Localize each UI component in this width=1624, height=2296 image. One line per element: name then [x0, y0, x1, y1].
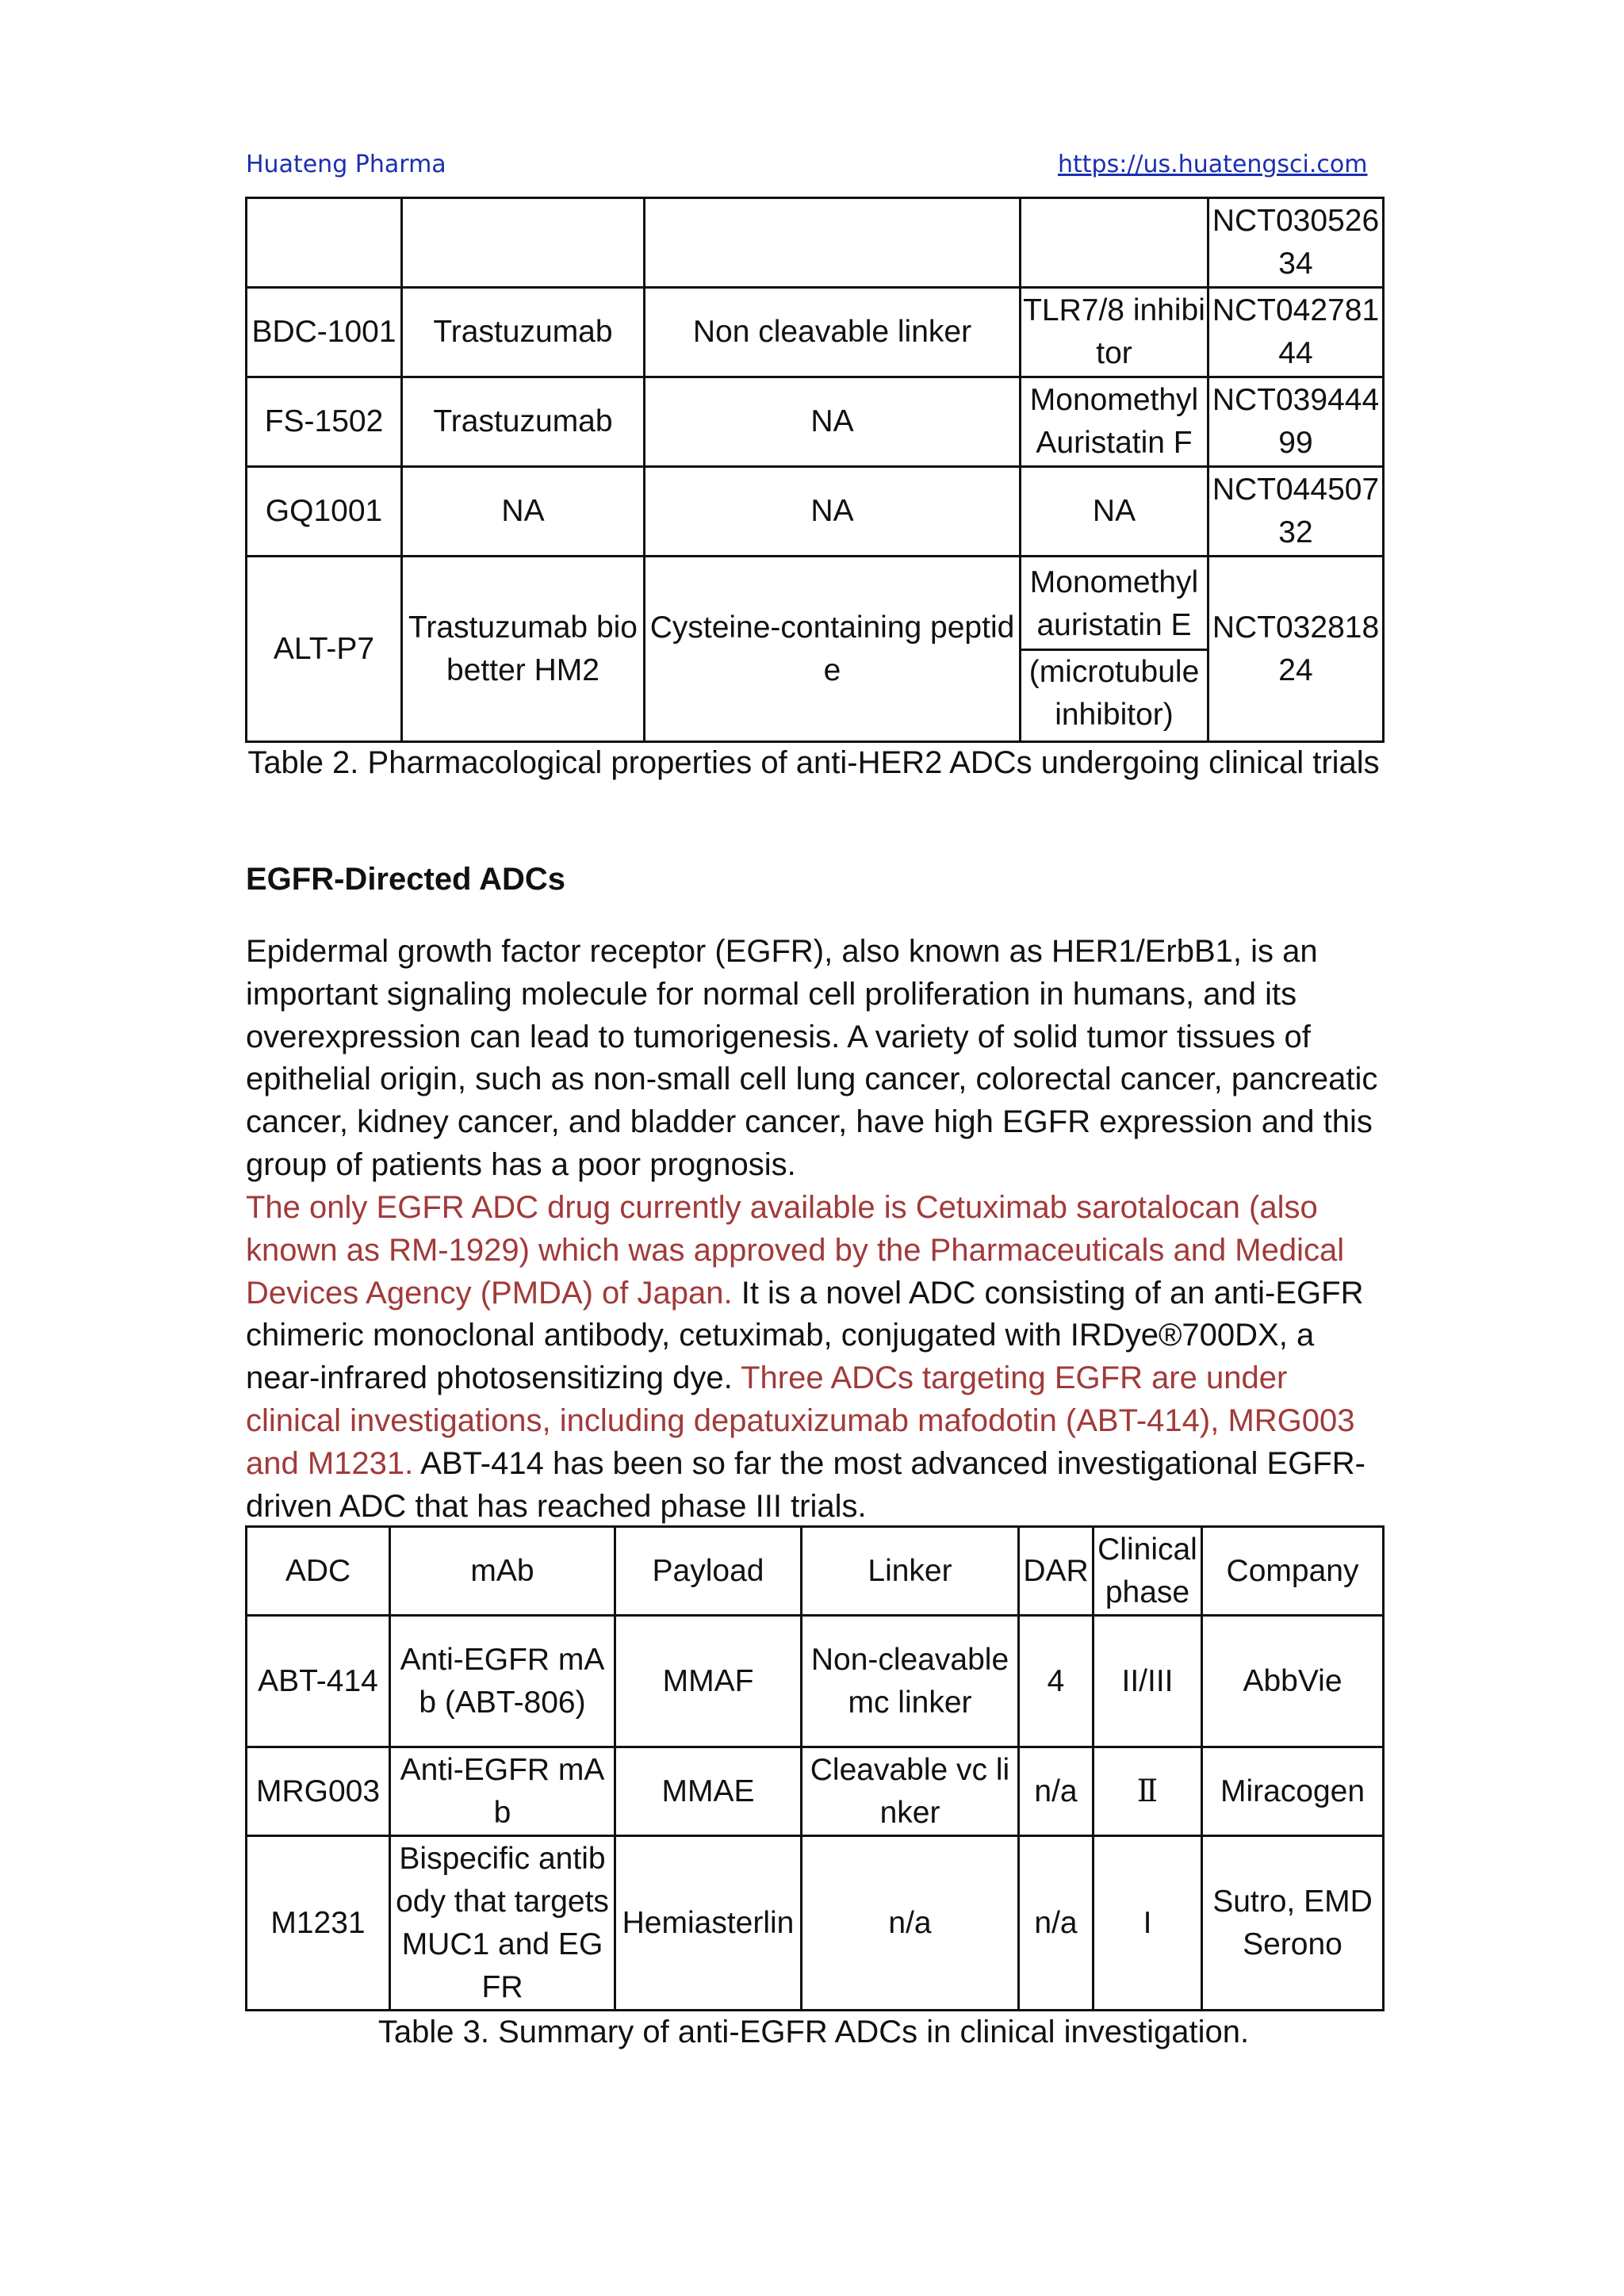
table-cell: FS-1502	[247, 377, 402, 467]
body-text: ABT-414 has been so far the most advanced investigational EGFR-driven ADC that has reached phase III trials.	[246, 1445, 1365, 1524]
table-cell: BDC-1001	[247, 288, 402, 377]
table-cell	[247, 198, 402, 288]
table-cell: n/a	[1019, 1836, 1094, 2011]
table-cell: MRG003	[247, 1747, 390, 1836]
table-row	[247, 1616, 1384, 1747]
table-cell: NCT03944499	[1208, 377, 1384, 467]
column-header: Payload	[615, 1527, 802, 1616]
table-cell	[1021, 198, 1208, 288]
table-cell: NA	[645, 377, 1021, 467]
table-cell: Sutro, EMD Serono	[1202, 1836, 1384, 2011]
table-row	[247, 1747, 1384, 1836]
table-cell: ALT-P7	[247, 557, 402, 742]
column-header: ADC	[247, 1527, 390, 1616]
table-row	[247, 557, 1384, 742]
section-heading: EGFR-Directed ADCs	[246, 862, 566, 897]
table-cell: TLR7/8 inhibitor	[1021, 288, 1208, 377]
table-cell: Non-cleavable mc linker	[802, 1616, 1019, 1747]
paragraph-egfr-intro: Epidermal growth factor receptor (EGFR), also known as HER1/ErbB1, is an important signaling molecule for normal cell proliferation in humans, and its overexpression can lead to tumorigenesis. A variety of solid tumor tissues of epithelial origin, such as non-small cell lung cancer, colorectal cancer, pancreatic cancer, kidney cancer, and bladder cancer, have high EGFR expression and this group of patients has a poor prognosis.	[246, 934, 1378, 1182]
table-cell: Hemiasterlin	[615, 1836, 802, 2011]
column-header: Company	[1202, 1527, 1384, 1616]
column-header: mAb	[390, 1527, 615, 1616]
column-header: Clinical phase	[1094, 1527, 1202, 1616]
table-cell: AbbVie	[1202, 1616, 1384, 1747]
table-3	[245, 1525, 1385, 2011]
body-text: It is a novel ADC consisting of an anti-EGFR chimeric monoclonal antibody, cetuximab, conjugated with IRDye®700DX, a near-infrared photosensitizing dye.	[246, 1275, 1364, 1396]
table-cell: Monomethyl Auristatin F	[1021, 377, 1208, 467]
table-3-caption: Table 3. Summary of anti-EGFR ADCs in clinical investigation.	[377, 2015, 1250, 2049]
table-cell: NCT03052634	[1208, 198, 1384, 288]
table-cell: Non cleavable linker	[645, 288, 1021, 377]
header-url-link[interactable]: https://us.huatengsci.com	[1058, 151, 1368, 178]
column-header: DAR	[1019, 1527, 1094, 1616]
table-cell: NA	[645, 467, 1021, 557]
table-cell: n/a	[802, 1836, 1019, 2011]
table-cell: 4	[1019, 1616, 1094, 1747]
table-row	[247, 377, 1384, 467]
table-cell: MMAF	[615, 1616, 802, 1747]
table-cell: Cleavable vc linker	[802, 1747, 1019, 1836]
table-cell: Bispecific antibody that targets MUC1 and EGFR	[390, 1836, 615, 2011]
table-row	[247, 198, 1384, 288]
table-cell: NA	[402, 467, 645, 557]
table-cell: NA	[1021, 467, 1208, 557]
table-cell: n/a	[1019, 1747, 1094, 1836]
highlight-text: Three ADCs targeting EGFR are under clinical investigations, including depatuxizumab mafodotin (ABT-414), MRG003 and M1231.	[246, 1360, 1355, 1481]
table-row	[247, 288, 1384, 377]
table-cell: Anti-EGFR mAb	[390, 1747, 615, 1836]
table-cell: Anti-EGFR mAb (ABT-806)	[390, 1616, 615, 1747]
payload-name: Monomethyl auristatin E	[1021, 561, 1207, 651]
table-cell: Trastuzumab	[402, 377, 645, 467]
table-cell: MMAE	[615, 1747, 802, 1836]
table-cell: I	[1094, 1836, 1202, 2011]
table-cell: NCT04278144	[1208, 288, 1384, 377]
table-cell: Ⅱ	[1094, 1747, 1202, 1836]
table-cell: Trastuzumab	[402, 288, 645, 377]
payload-note: (microtubule inhibitor)	[1028, 655, 1200, 732]
column-header: Linker	[802, 1527, 1019, 1616]
table-cell	[645, 198, 1021, 288]
table-2	[245, 197, 1385, 743]
paragraph-egfr-adcs	[246, 1187, 1388, 1528]
table-cell: II/III	[1094, 1616, 1202, 1747]
table-cell: Cysteine-containing peptide	[645, 557, 1021, 742]
table-cell: M1231	[247, 1836, 390, 2011]
header-brand: Huateng Pharma	[246, 151, 446, 178]
table-cell: Trastuzumab biobetter HM2	[402, 557, 645, 742]
highlight-text: The only EGFR ADC drug currently available is Cetuximab sarotalocan (also known as RM-1929) which was approved by the Pharmaceuticals and Medical Devices Agency (PMDA) of Japan.	[246, 1190, 1345, 1311]
table-cell: GQ1001	[247, 467, 402, 557]
table-cell	[402, 198, 645, 288]
table-row	[247, 467, 1384, 557]
table-cell-payload	[1021, 557, 1208, 742]
table-cell: NCT03281824	[1208, 557, 1384, 742]
table-row	[247, 1836, 1384, 2011]
table-cell: ABT-414	[247, 1616, 390, 1747]
table-cell: Miracogen	[1202, 1747, 1384, 1836]
table-2-caption: Table 2. Pharmacological properties of anti-HER2 ADCs undergoing clinical trials	[247, 745, 1380, 780]
table-cell: NCT04450732	[1208, 467, 1384, 557]
table-header-row	[247, 1527, 1384, 1616]
